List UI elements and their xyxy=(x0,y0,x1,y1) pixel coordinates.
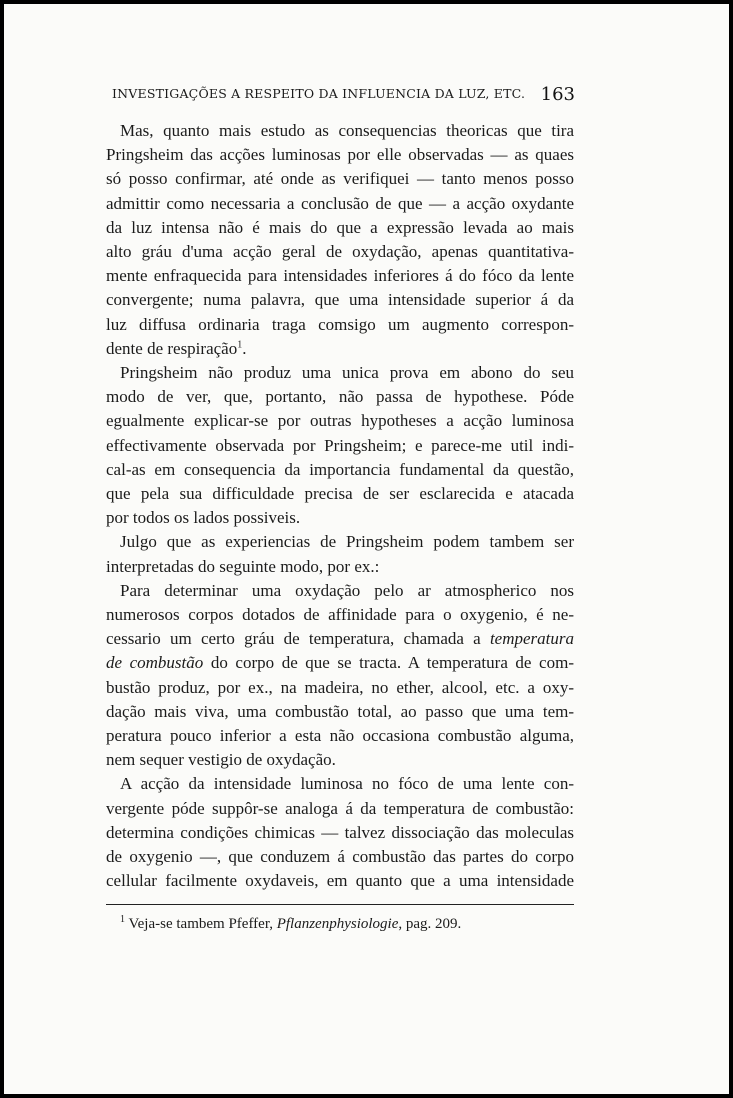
footnote-text-end: , pag. 209. xyxy=(398,916,462,932)
text-line-content: dente de respiração xyxy=(106,338,238,358)
text-line: que pela sua difficuldade precisa de ser esclarecida e atacada xyxy=(106,484,574,504)
text-segment: do corpo de que se tracta. A temperatura de com- xyxy=(203,653,574,673)
text-line: determina condições chimicas — talvez dissociação das moleculas xyxy=(106,822,574,842)
text-line: dação mais viva, uma combustão total, ao passo que uma tem- xyxy=(106,701,574,721)
footnote-marker: 1 xyxy=(237,339,243,351)
text-line: luz diffusa ordinaria traga comsigo um augmento correspon- xyxy=(106,314,574,334)
text-line xyxy=(106,627,574,651)
text-line: Mas, quanto mais estudo as consequencias theoricas que tira xyxy=(120,121,574,140)
text-line: A acção da intensidade luminosa no fóco de uma lente con- xyxy=(120,774,574,794)
footnote-number: 1 xyxy=(120,914,125,925)
footnote-text: Veja-se tambem Pfeffer, xyxy=(128,916,277,932)
text-line: numerosos corpos dotados de affinidade para o oxygenio, é ne- xyxy=(106,605,574,625)
text-line xyxy=(106,651,574,675)
text-line: effectivamente observada por Pringsheim; e parece-me util indi- xyxy=(106,435,574,455)
text-line: só posso confirmar, até onde as verifiquei — tanto menos posso xyxy=(106,169,574,189)
text-segment: cessario um certo gráu de temperatura, chamada a xyxy=(106,629,490,649)
text-line: Pringsheim não produz uma unica prova em abono do seu xyxy=(120,363,574,383)
italic-term: temperatura xyxy=(489,629,574,649)
text-line: nem sequer vestigio de oxydação. xyxy=(106,750,336,770)
text-line: egualmente explicar-se por outras hypotheses a acção luminosa xyxy=(106,411,574,431)
text-line: Pringsheim das acções luminosas por elle observadas — as quaes xyxy=(106,145,574,165)
text-line: modo de ver, que, portanto, não passa de hypothese. Póde xyxy=(106,387,574,407)
text-line: vergente póde suppôr-se analoga á da temperatura de combustão: xyxy=(106,798,574,818)
paragraph-2 xyxy=(106,361,574,530)
text-line: cellular facilmente oxydaveis, em quanto que a uma intensidade xyxy=(106,871,574,891)
italic-term: de combustão xyxy=(106,653,204,673)
text-line: por todos os lados possiveis. xyxy=(106,508,301,528)
book-page xyxy=(4,4,729,1094)
footnote-separator xyxy=(106,904,574,905)
text-line: admittir como necessaria a conclusão de que — a acção oxydante xyxy=(106,193,574,213)
text-line: interpretadas do seguinte modo, por ex.: xyxy=(106,556,380,576)
text-line: da luz intensa não é mais do que a expressão levada ao mais xyxy=(106,217,574,237)
body-text xyxy=(106,119,574,889)
text-line: cal-as em consequencia da importancia fundamental da questão, xyxy=(106,459,574,479)
page-number: 163 xyxy=(540,84,575,105)
footnote xyxy=(120,916,461,933)
text-line: Julgo que as experiencias de Pringsheim podem tambem ser xyxy=(120,532,574,552)
paragraph-4 xyxy=(106,579,574,773)
paragraph-3 xyxy=(106,530,574,578)
text-line: convergente; numa palavra, que uma intensidade superior á da xyxy=(106,290,574,310)
text-line: alto gráu d'uma acção geral de oxydação, apenas quantitativa- xyxy=(106,242,574,262)
footnote-title: Pflanzenphysiologie xyxy=(276,916,399,932)
text-line: mente enfraquecida para intensidades inferiores á do fóco da lente xyxy=(106,266,574,286)
text-line: de oxygenio —, que conduzem á combustão das partes do corpo xyxy=(106,847,574,867)
paragraph-5 xyxy=(106,772,574,893)
running-head: INVESTIGAÇÕES A RESPEITO DA INFLUENCIA DA LUZ, ETC. xyxy=(112,86,526,101)
text-line: Para determinar uma oxydação pelo ar atmospherico nos xyxy=(120,580,574,600)
text-line: dente de respiração$^1$. xyxy=(106,338,247,358)
paragraph-1 xyxy=(106,119,574,361)
text-line: peratura pouco inferior a esta não occasiona combustão alguma, xyxy=(106,726,574,746)
page-header xyxy=(112,84,575,110)
text-line: bustão produz, por ex., na madeira, no ether, alcool, etc. a oxy- xyxy=(106,677,574,697)
